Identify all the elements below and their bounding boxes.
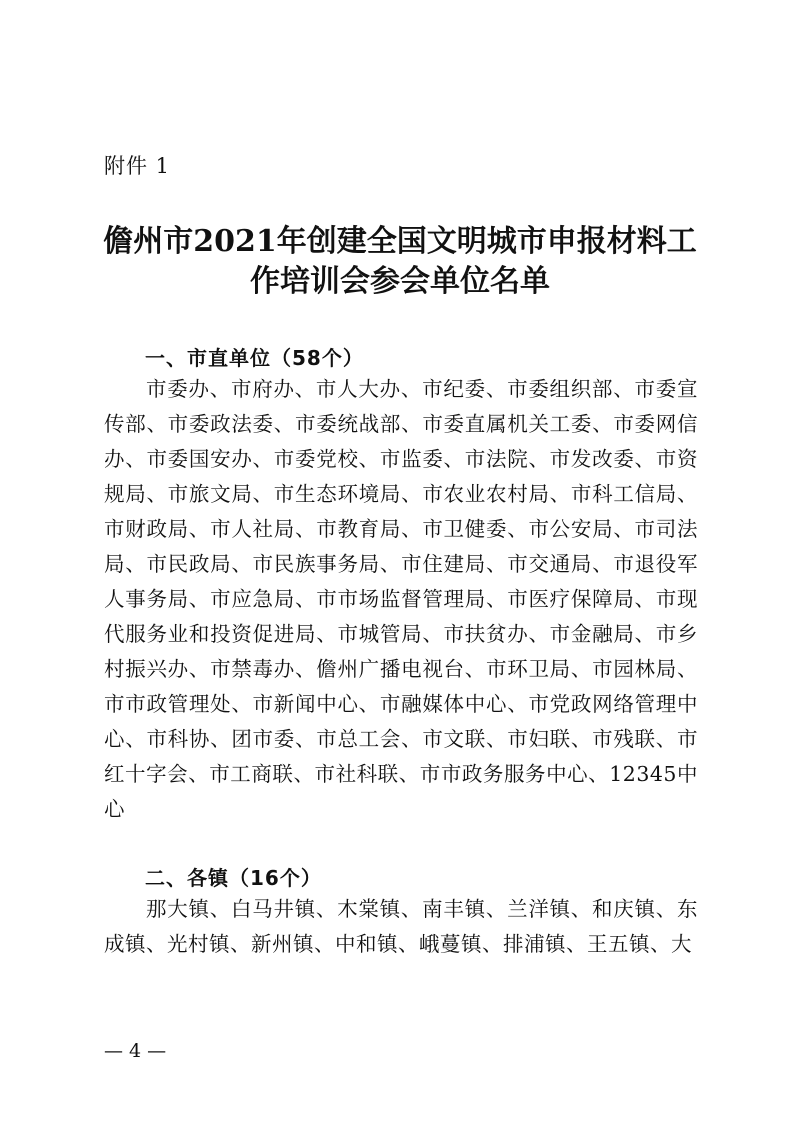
attachment-label: 附件 1: [104, 154, 171, 178]
document-title: 儋州市2021年创建全国文明城市申报材料工作培训会参会单位名单: [103, 224, 697, 299]
section-heading-municipal-units: 一、市直单位（58个）: [145, 346, 364, 370]
section-heading-towns: 二、各镇（16个）: [145, 866, 322, 890]
section-content-towns: 那大镇、白马井镇、木棠镇、南丰镇、兰洋镇、和庆镇、东成镇、光村镇、新州镇、中和镇、峨蔓镇、排浦镇、王五镇、大: [104, 897, 698, 956]
section-content-municipal-units: 市委办、市府办、市人大办、市纪委、市委组织部、市委宣传部、市委政法委、市委统战部、市委直属机关工委、市委网信办、市委国安办、市委党校、市监委、市法院、市发改委、市资规局、市旅文局、市生态环境局、市农业农村局、市科工信局、市财政局、市人社局、市教育局、市卫健委、市公安局、市司法局、市民政局、市民族事务局、市住建局、市交通局、市退役军人事务局、市应急局、市市场监督管理局、市医疗保障局、市现代服务业和投资促进局、市城管局、市扶贫办、市金融局、市乡村振兴办、市禁毒办、儋州广播电视台、市环卫局、市园林局、市市政管理处、市新闻中心、市融媒体中心、市党政网络管理中心、市科协、团市委、市总工会、市文联、市妇联、市残联、市红十字会、市工商联、市社科联、市市政务服务中心、12345中心: [104, 377, 698, 821]
page-number: — 4 —: [104, 1040, 167, 1062]
